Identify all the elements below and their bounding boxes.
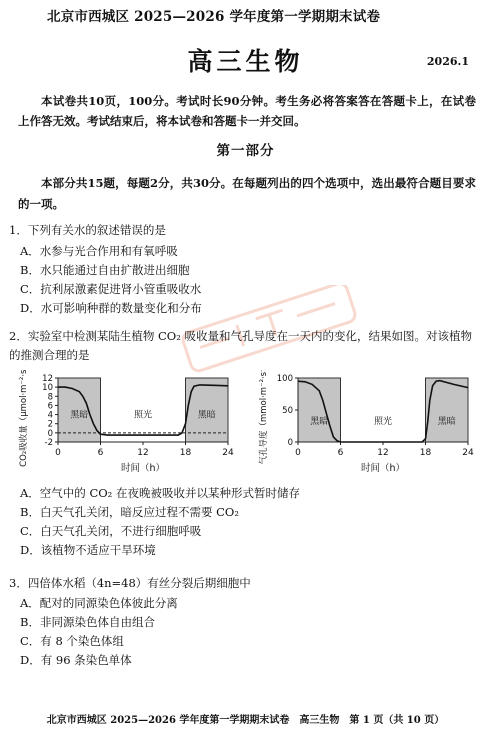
question-1-option-d: D．水可影响种群的数量变化和分布 (20, 301, 202, 315)
region-label: 照光 (373, 417, 393, 428)
exam-date: 2026.1 (426, 55, 469, 68)
x-tick-label: 18 (179, 448, 192, 458)
question-1-option-a: A．水参与光合作用和有氧呼吸 (20, 244, 178, 258)
x-tick-label: 6 (97, 448, 104, 458)
x-tick-label: 18 (419, 448, 432, 458)
dark-period-shade (298, 378, 341, 442)
instructions: 本试卷共10页，100分。考试时长90分钟。考生务必将答案答在答题卡上，在试卷上作答无效。考试结束后，将本试卷和答题卡一并交回。 (18, 94, 476, 128)
y-tick-label: -2 (44, 438, 53, 448)
region-label: 照光 (133, 410, 153, 421)
x-tick-label: 6 (337, 448, 344, 458)
question-2-stem: 2．实验室中检测某陆生植物 CO₂ 吸收量和气孔导度在一天内的变化，结果如图。对该植物的推测合理的是 (9, 329, 472, 362)
x-axis-label: 时间（h） (360, 463, 406, 474)
y-tick-label: 12 (42, 374, 53, 384)
question-1-option-c: C．抗利尿激素促进肾小管重吸收水 (20, 282, 202, 296)
y-tick-label: 10 (42, 383, 53, 394)
y-tick-label: 100 (276, 374, 293, 384)
question-3-option-d: D．有 96 条染色单体 (20, 653, 132, 667)
region-label: 黑暗 (70, 410, 89, 421)
x-tick-label: 0 (295, 448, 301, 458)
y-axis-label: CO₂吸收量（μmol·m⁻²·s⁻¹） (19, 370, 29, 467)
question-3-option-b: B．非同源染色体自由组合 (20, 615, 155, 629)
subject-title: 高三生物 (187, 47, 304, 76)
stomatal-conductance-chart-svg (250, 370, 485, 482)
stomatal-conductance-chart (250, 370, 485, 482)
y-tick-label: 4 (47, 410, 53, 421)
x-axis-label: 时间（h） (120, 463, 166, 474)
question-1-stem: 1．下列有关水的叙述错误的是 (9, 223, 166, 237)
y-tick-label: 8 (47, 392, 53, 403)
exam-header: 北京市西城区 2025—2026 学年度第一学期期末试卷 (47, 9, 381, 25)
co2-uptake-chart (10, 370, 245, 482)
question-2-option-d: D．该植物不适应干旱环境 (20, 543, 156, 557)
x-tick-label: 12 (137, 448, 149, 458)
question-2-option-a: A．空气中的 CO₂ 在夜晚被吸收并以某种形式暂时储存 (20, 486, 300, 500)
region-label: 黑暗 (437, 417, 456, 428)
y-tick-label: 0 (287, 438, 293, 448)
y-tick-label: 0 (47, 428, 53, 439)
question-2-option-c: C．白天气孔关闭，不进行细胞呼吸 (20, 524, 202, 538)
y-tick-label: 6 (47, 401, 53, 412)
question-3-option-a: A．配对的同源染色体彼此分离 (20, 596, 178, 610)
x-tick-label: 24 (222, 448, 234, 458)
y-tick-label: 2 (47, 419, 53, 430)
y-axis-label: 气孔导度（mmol·m⁻²·s⁻¹） (259, 370, 269, 465)
x-tick-label: 24 (462, 448, 474, 458)
x-tick-label: 12 (377, 448, 389, 458)
co2-uptake-chart-svg (10, 370, 245, 482)
region-label: 黑暗 (310, 417, 329, 428)
question-2-option-b: B．白天气孔关闭，暗反应过程不需要 CO₂ (20, 505, 239, 519)
x-tick-label: 0 (55, 448, 61, 458)
section-instructions: 本部分共15题，每题2分，共30分。在每题列出的四个选项中，选出最符合题目要求的一项。 (18, 176, 476, 211)
part-title: 第一部分 (216, 143, 275, 159)
question-1-option-b: B．水只能通过自由扩散进出细胞 (20, 263, 190, 277)
region-label: 黑暗 (197, 410, 216, 421)
y-tick-label: 50 (282, 406, 293, 416)
question-3-stem: 3．四倍体水稻（4n=48）有丝分裂后期细胞中 (9, 576, 251, 590)
page-footer: 北京市西城区 2025—2026 学年度第一学期期末试卷 高三生物 第 1 页（共 10 页） (46, 715, 445, 726)
question-3-option-c: C．有 8 个染色体组 (20, 634, 124, 648)
